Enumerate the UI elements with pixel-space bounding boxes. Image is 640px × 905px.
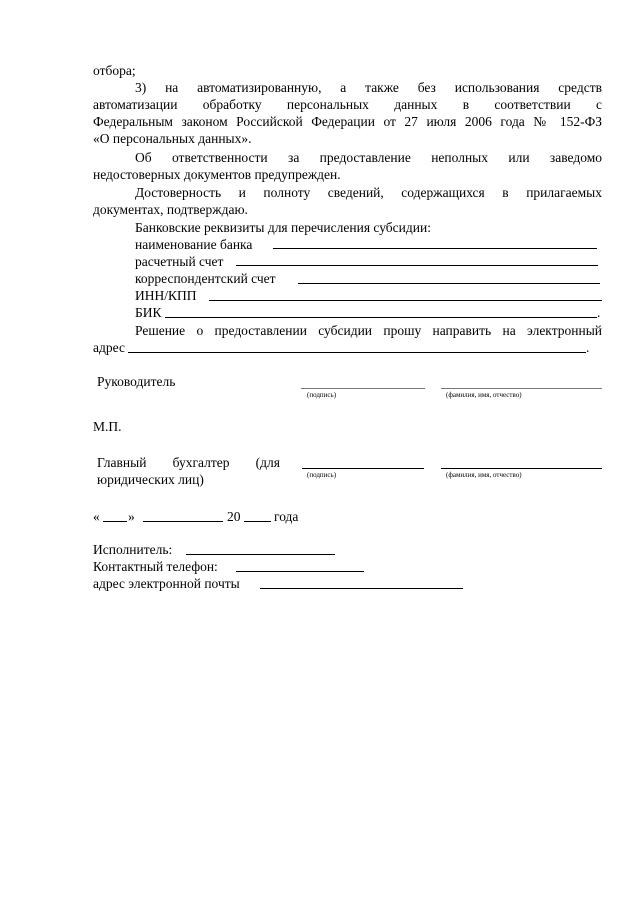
corr-account-label: корреспондентский счет: [135, 271, 276, 286]
email-label: адрес электронной почты: [93, 576, 240, 591]
accuracy-line2: документах, подтверждаю.: [93, 202, 248, 217]
executor-field[interactable]: [186, 554, 335, 555]
inn-kpp-label: ИНН/КПП: [135, 288, 197, 303]
date-close-quote: »: [128, 509, 135, 524]
bik-label: БИК: [135, 305, 162, 320]
accountant-signature-caption: (подпись): [307, 471, 337, 479]
decision-address-field[interactable]: [128, 352, 586, 353]
phone-field[interactable]: [236, 571, 364, 572]
head-name-caption: (фамилия, имя, отчество): [446, 391, 522, 399]
bik-end: .: [597, 305, 601, 320]
accountant-name-caption: (фамилия, имя, отчество): [446, 471, 522, 479]
item3-line1: 3) на автоматизированную, а также без использования средств: [135, 80, 602, 95]
accountant-line1: Главный бухгалтер (для: [97, 455, 280, 470]
item3-line3: Федеральным законом Российской Федерации от 27 июля 2006 года № 152-ФЗ: [93, 114, 602, 129]
date-year-suffix: года: [274, 509, 299, 524]
email-field[interactable]: [260, 588, 463, 589]
bank-name-field[interactable]: [273, 248, 597, 249]
account-field[interactable]: [236, 265, 598, 266]
accountant-signature-field[interactable]: [302, 468, 424, 469]
decision-line1: Решение о предоставлении субсидии прошу направить на электронный: [135, 323, 602, 338]
decision-address-label: адрес: [93, 340, 125, 355]
date-month-field[interactable]: [143, 521, 223, 522]
intro-tail: отбора;: [93, 63, 136, 78]
accountant-name-field[interactable]: [441, 468, 602, 469]
responsibility-line1: Об ответственности за предоставление неполных или заведомо: [135, 150, 602, 165]
bank-heading: Банковские реквизиты для перечисления субсидии:: [135, 220, 431, 235]
account-label: расчетный счет: [135, 254, 224, 269]
head-signature-caption: (подпись): [307, 391, 337, 399]
stamp-label: М.П.: [93, 419, 122, 434]
date-year-prefix: 20: [227, 509, 241, 524]
item3-line2: автоматизации обработку персональных данных в соответствии с: [93, 97, 602, 112]
corr-account-field[interactable]: [298, 283, 600, 284]
inn-kpp-field[interactable]: [209, 300, 602, 301]
accountant-line2: юридических лиц): [97, 472, 204, 487]
item3-line4: «О персональных данных».: [93, 131, 252, 146]
head-name-field[interactable]: [441, 388, 602, 389]
date-day-field[interactable]: [103, 521, 127, 522]
date-open-quote: «: [93, 509, 100, 524]
executor-label: Исполнитель:: [93, 542, 173, 557]
responsibility-line2: недостоверных документов предупрежден.: [93, 167, 341, 182]
phone-label: Контактный телефон:: [93, 559, 218, 574]
head-label: Руководитель: [97, 374, 176, 389]
decision-address-end: .: [586, 340, 590, 355]
head-signature-field[interactable]: [301, 388, 425, 389]
accuracy-line1: Достоверность и полноту сведений, содержащихся в прилагаемых: [135, 185, 602, 200]
bik-field[interactable]: [165, 317, 597, 318]
date-year-field[interactable]: [244, 521, 271, 522]
bank-name-label: наименование банка: [135, 237, 253, 252]
